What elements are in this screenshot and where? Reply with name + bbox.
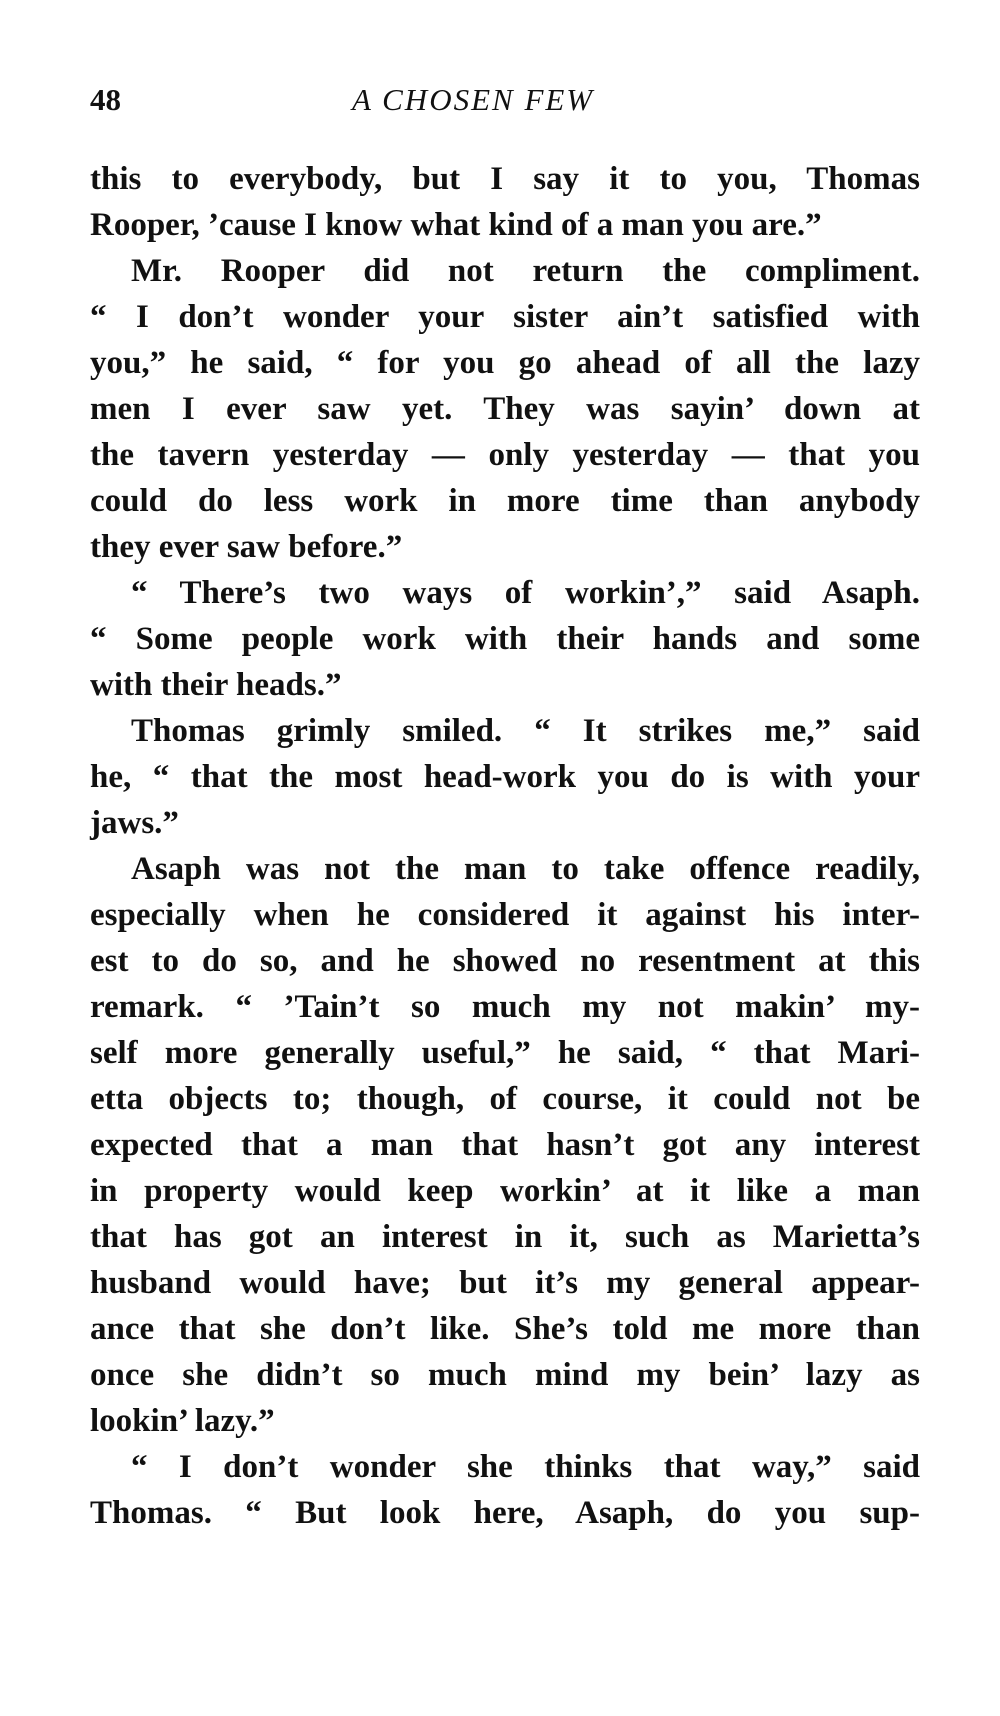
text-line: lookin’ lazy.”	[90, 1403, 275, 1439]
text-line: Mr. Rooper did not return the compliment.	[131, 253, 920, 289]
text-line: this to everybody, but I say it to you, Thomas	[90, 161, 920, 197]
text-line: “ Some people work with their hands and some	[90, 621, 920, 657]
text-line: he, “ that the most head-work you do is with your	[90, 759, 920, 795]
text-line: men I ever saw yet. They was sayin’ down at	[90, 391, 920, 427]
running-head	[90, 82, 910, 122]
text-line: could do less work in more time than anybody	[90, 483, 920, 519]
text-line: “ I don’t wonder your sister ain’t satisfied with	[90, 299, 920, 335]
text-line: Thomas. “ But look here, Asaph, do you sup-	[90, 1495, 920, 1531]
text-line: “ There’s two ways of workin’,” said Asaph.	[131, 575, 920, 611]
running-title: A CHOSEN FEW	[352, 82, 595, 117]
text-line: they ever saw before.”	[90, 529, 403, 565]
text-line: husband would have; but it’s my general appear-	[90, 1265, 920, 1301]
text-line: ance that she don’t like. She’s told me more than	[90, 1311, 920, 1347]
page-number: 48	[90, 82, 121, 117]
text-line: expected that a man that hasn’t got any interest	[90, 1127, 920, 1163]
text-line: once she didn’t so much mind my bein’ lazy as	[90, 1357, 920, 1393]
text-line: est to do so, and he showed no resentment at this	[90, 943, 920, 979]
text-line: Rooper, ’cause I know what kind of a man you are.”	[90, 207, 822, 243]
text-line: especially when he considered it against his inter-	[90, 897, 920, 933]
text-line: the tavern yesterday — only yesterday — that you	[90, 437, 920, 473]
text-line: remark. “ ’Tain’t so much my not makin’ my-	[90, 989, 920, 1025]
text-line: etta objects to; though, of course, it could not be	[90, 1081, 920, 1117]
text-line: in property would keep workin’ at it like a man	[90, 1173, 920, 1209]
text-line: jaws.”	[90, 805, 179, 841]
text-line: Thomas grimly smiled. “ It strikes me,” said	[131, 713, 920, 749]
text-line: Asaph was not the man to take offence readily,	[131, 851, 920, 887]
text-line: with their heads.”	[90, 667, 342, 703]
text-line: “ I don’t wonder she thinks that way,” said	[131, 1449, 920, 1485]
text-line: you,” he said, “ for you go ahead of all the lazy	[90, 345, 920, 381]
text-line: self more generally useful,” he said, “ that Mari-	[90, 1035, 920, 1071]
text-line: that has got an interest in it, such as Marietta’s	[90, 1219, 920, 1255]
